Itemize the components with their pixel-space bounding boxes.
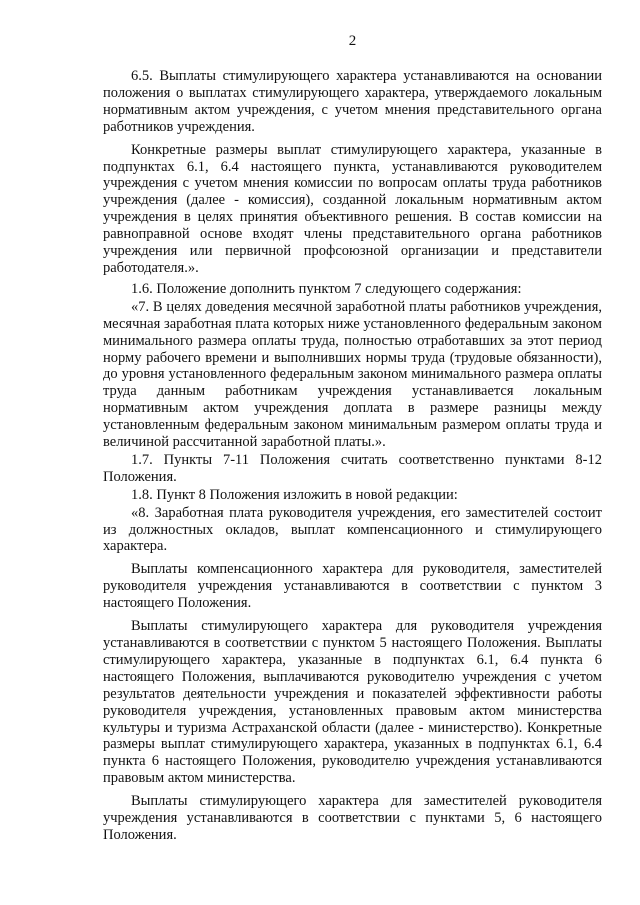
paragraph-6-5: 6.5. Выплаты стимулирующего характера устанавливаются на основании положения о выплатах стимулирующего характера, утверждаемого локальным нормативным актом учреждения, с учетом мнения представительного органа работников учреждения. (103, 68, 602, 135)
paragraph-stimulating-deputies: Выплаты стимулирующего характера для заместителей руководителя учреждения устанавливаются в соответствии с пунктами 5, 6 настоящего Положения. (103, 793, 602, 843)
paragraph-point-8: «8. Заработная плата руководителя учреждения, его заместителей состоит из должностных окладов, выплат компенсационного и стимулирующего характера. (103, 504, 602, 555)
page-number: 2 (348, 33, 357, 49)
paragraph-stimulating-head: Выплаты стимулирующего характера для руководителя учреждения устанавливаются в соответствии с пунктом 5 настоящего Положения. Выплаты стимулирующего характера, указанные в подпунктах 6.1, 6.4 пункта 6 настоящего Положения, выплачиваются руководителю учреждения с учетом результатов деятельности учреждения и показателей эффективности работы руководителя учреждения, установленных правовым актом министерства культуры и туризма Астраханской области (далее - министерство). Конкретные размеры выплат стимулирующего характера, указанных в подпунктах 6.1, 6.4 пункта 6 настоящего Положения, руководителю учреждения устанавливаются правовым актом министерства. (103, 618, 602, 787)
paragraph-1-8: 1.8. Пункт 8 Положения изложить в новой редакции: (131, 486, 458, 503)
paragraph-commission: Конкретные размеры выплат стимулирующего характера, указанные в подпунктах 6.1, 6.4 настоящего пункта, устанавливаются руководителем учреждения с учетом мнения комиссии по вопросам оплаты труда работников учреждения (далее - комиссия), созданной локальным нормативным актом учреждения в целях принятия объективного решения. В состав комиссии на равноправной основе входят члены представительного органа работников учреждения или первичной профсоюзной организации и представители работодателя.». (103, 141, 602, 276)
paragraph-1-6: 1.6. Положение дополнить пунктом 7 следующего содержания: (131, 280, 522, 297)
paragraph-point-7: «7. В целях доведения месячной заработной платы работников учреждения, месячная заработная плата которых ниже установленного федеральным законом минимального размера оплаты труда, полностью отработавших за этот период норму рабочего времени и выполнивших нормы труда (трудовые обязанности), до уровня установленного федеральным законом минимального размера оплаты труда данным работникам учреждения устанавливается локальным нормативным актом учреждения доплата в размере разницы между установленным федеральным законом минимальным размером оплаты труда и величиной рассчитанной заработной платы.». (103, 298, 602, 451)
paragraph-compensation: Выплаты компенсационного характера для руководителя, заместителей руководителя учреждения устанавливаются в соответствии с пунктом 3 настоящего Положения. (103, 561, 602, 612)
paragraph-1-7: 1.7. Пункты 7-11 Положения считать соответственно пунктами 8-12 Положения. (103, 451, 602, 485)
